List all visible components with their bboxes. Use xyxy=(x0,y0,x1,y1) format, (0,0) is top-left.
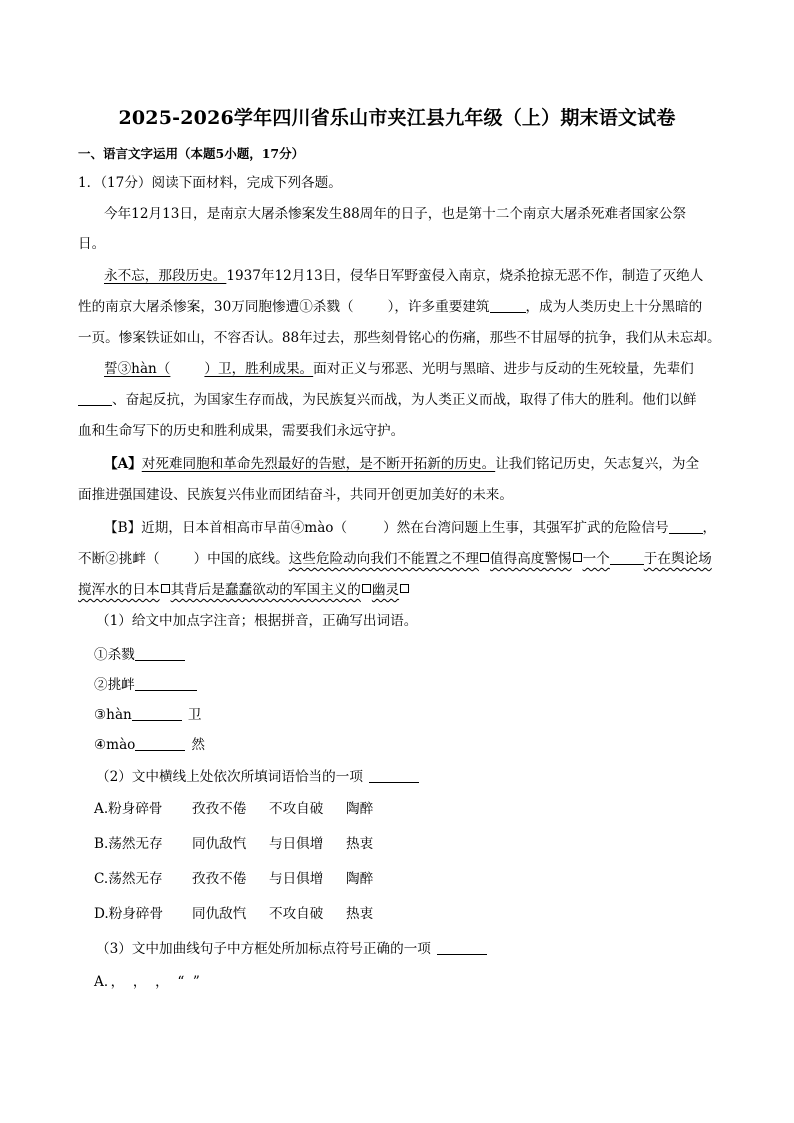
punct-box-2 xyxy=(573,553,582,562)
sub1-item-1: ①杀戮 xyxy=(94,645,185,665)
p3-line1 xyxy=(104,359,694,379)
pB-line3 xyxy=(78,580,410,600)
sub1-item-4: ④mào 然 xyxy=(94,737,205,753)
p2-line3: 一页。惨案铁证如山，不容否认。88年过去，那些刻骨铭心的伤痛，那些不甘屈辱的抗争，我们从未忘却。 xyxy=(78,330,721,346)
p2-line1-underlined: 永不忘，那段历史。 xyxy=(104,268,227,284)
pB-line1-a: 【B】近期，日本首相高市早苗④mào（ xyxy=(104,520,348,536)
punct-box-4 xyxy=(362,584,371,593)
answer-blank-2[interactable] xyxy=(135,676,197,691)
p2-line2-c: ，成为人类历史上十分黑暗的 xyxy=(525,299,703,315)
p3-line3: 血和生命写下的历史和胜利成果，需要我们永远守护。 xyxy=(78,423,405,439)
answer-blank-3[interactable] xyxy=(132,706,182,721)
sub2-option-A[interactable]: A.粉身碎骨 孜孜不倦 不攻自破 陶醉 xyxy=(94,801,374,817)
section-heading: 一、语言文字运用（本题5小题，17分） xyxy=(78,146,305,161)
punct-box-5 xyxy=(400,584,409,593)
p3-line2 xyxy=(78,390,697,410)
sub2-option-B[interactable]: B.荡然无存 同仇敌忾 与日俱增 热衷 xyxy=(94,836,374,852)
answer-blank-1[interactable] xyxy=(135,646,185,661)
page-title: 2025-2026学年四川省乐山市夹江县九年级（上）期末语文试卷 xyxy=(118,107,676,129)
blank-1[interactable] xyxy=(490,298,526,313)
wavy-sentence-line3: 搅浑水的日本 其背后是蠢蠢欲动的军国主义的 幽灵 xyxy=(78,582,410,598)
wavy-sentence-line2: 这些危险动向我们不能置之不理 值得高度警惕 一个 于在舆论场 xyxy=(288,551,712,567)
p3-underlined: 誓③hàn（ ）卫，胜利成果。 xyxy=(104,361,314,377)
pA-line2: 面推进强国建设、民族复兴伟业而团结奋斗，共同开创更加美好的未来。 xyxy=(78,487,513,503)
pB-line1-b: ）然在台湾问题上生事，其强军扩武的危险信号 xyxy=(383,520,669,536)
pA-line1 xyxy=(104,454,699,474)
p2-line1 xyxy=(104,266,703,286)
p1-line2: 日。 xyxy=(78,236,106,252)
question-intro: 1．（17分）阅读下面材料，完成下列各题。 xyxy=(78,175,342,191)
blank-2[interactable] xyxy=(78,391,112,406)
p3-line2-b: 、奋起反抗，为国家生存而战，为民族复兴而战，为人类正义而战，取得了伟大的胜利。他们以鲜 xyxy=(112,392,697,408)
answer-blank-4[interactable] xyxy=(135,736,185,751)
sub3-option-A[interactable]: A．， ， ， “ ” xyxy=(94,974,200,990)
pB-line2-a: 不断②挑衅（ xyxy=(78,551,160,567)
answer-blank-sub2[interactable] xyxy=(369,768,419,783)
sub2-option-C[interactable]: C.荡然无存 孜孜不倦 与日俱增 陶醉 xyxy=(94,871,374,887)
pA-rest: 让我们铭记历史，矢志复兴，为全 xyxy=(495,456,700,472)
p2-line1-rest: 1937年12月13日，侵华日军野蛮侵入南京，烧杀抢掠无恶不作，制造了灭绝人 xyxy=(226,268,704,284)
punct-box-3 xyxy=(161,584,170,593)
sub2-option-D[interactable]: D.粉身碎骨 同仇敌忾 不攻自破 热衷 xyxy=(94,906,374,922)
tag-A: 【A】 xyxy=(104,456,142,472)
pB-line1-c: ， xyxy=(702,520,717,536)
sub1-item-3: ③hàn 卫 xyxy=(94,707,202,723)
blank-3[interactable] xyxy=(669,519,703,534)
sub1-item-2: ②挑衅 xyxy=(94,675,197,695)
sub3-prompt: （3）文中加曲线句子中方框处所加标点符号正确的一项 xyxy=(96,939,487,959)
answer-blank-sub3[interactable] xyxy=(437,940,487,955)
punct-box-1 xyxy=(480,553,489,562)
p2-line2-b: ），许多重要建筑 xyxy=(387,299,490,315)
pB-line2-b: ）中国的底线。 xyxy=(193,551,289,567)
sub1-prompt: （1）给文中加点字注音；根据拼音，正确写出词语。 xyxy=(96,613,418,629)
p3-line1-rest: 面对正义与邪恶、光明与黑暗、进步与反动的生死较量，先辈们 xyxy=(313,361,694,377)
p2-line2-a: 性的南京大屠杀惨案，30万同胞惨遭①杀戮（ xyxy=(78,299,354,315)
sub2-prompt: （2）文中横线上处依次所填词语恰当的一项 xyxy=(96,767,419,787)
p1-line1: 今年12月13日，是南京大屠杀惨案发生88周年的日子，也是第十二个南京大屠杀死难者国家公祭 xyxy=(104,206,687,222)
blank-4[interactable] xyxy=(610,550,644,565)
pA-underlined: 对死难同胞和革命先烈最好的告慰，是不断开拓新的历史。 xyxy=(141,456,496,472)
pB-line2 xyxy=(78,549,712,569)
p2-line2 xyxy=(78,297,702,317)
pB-line1 xyxy=(104,518,716,538)
